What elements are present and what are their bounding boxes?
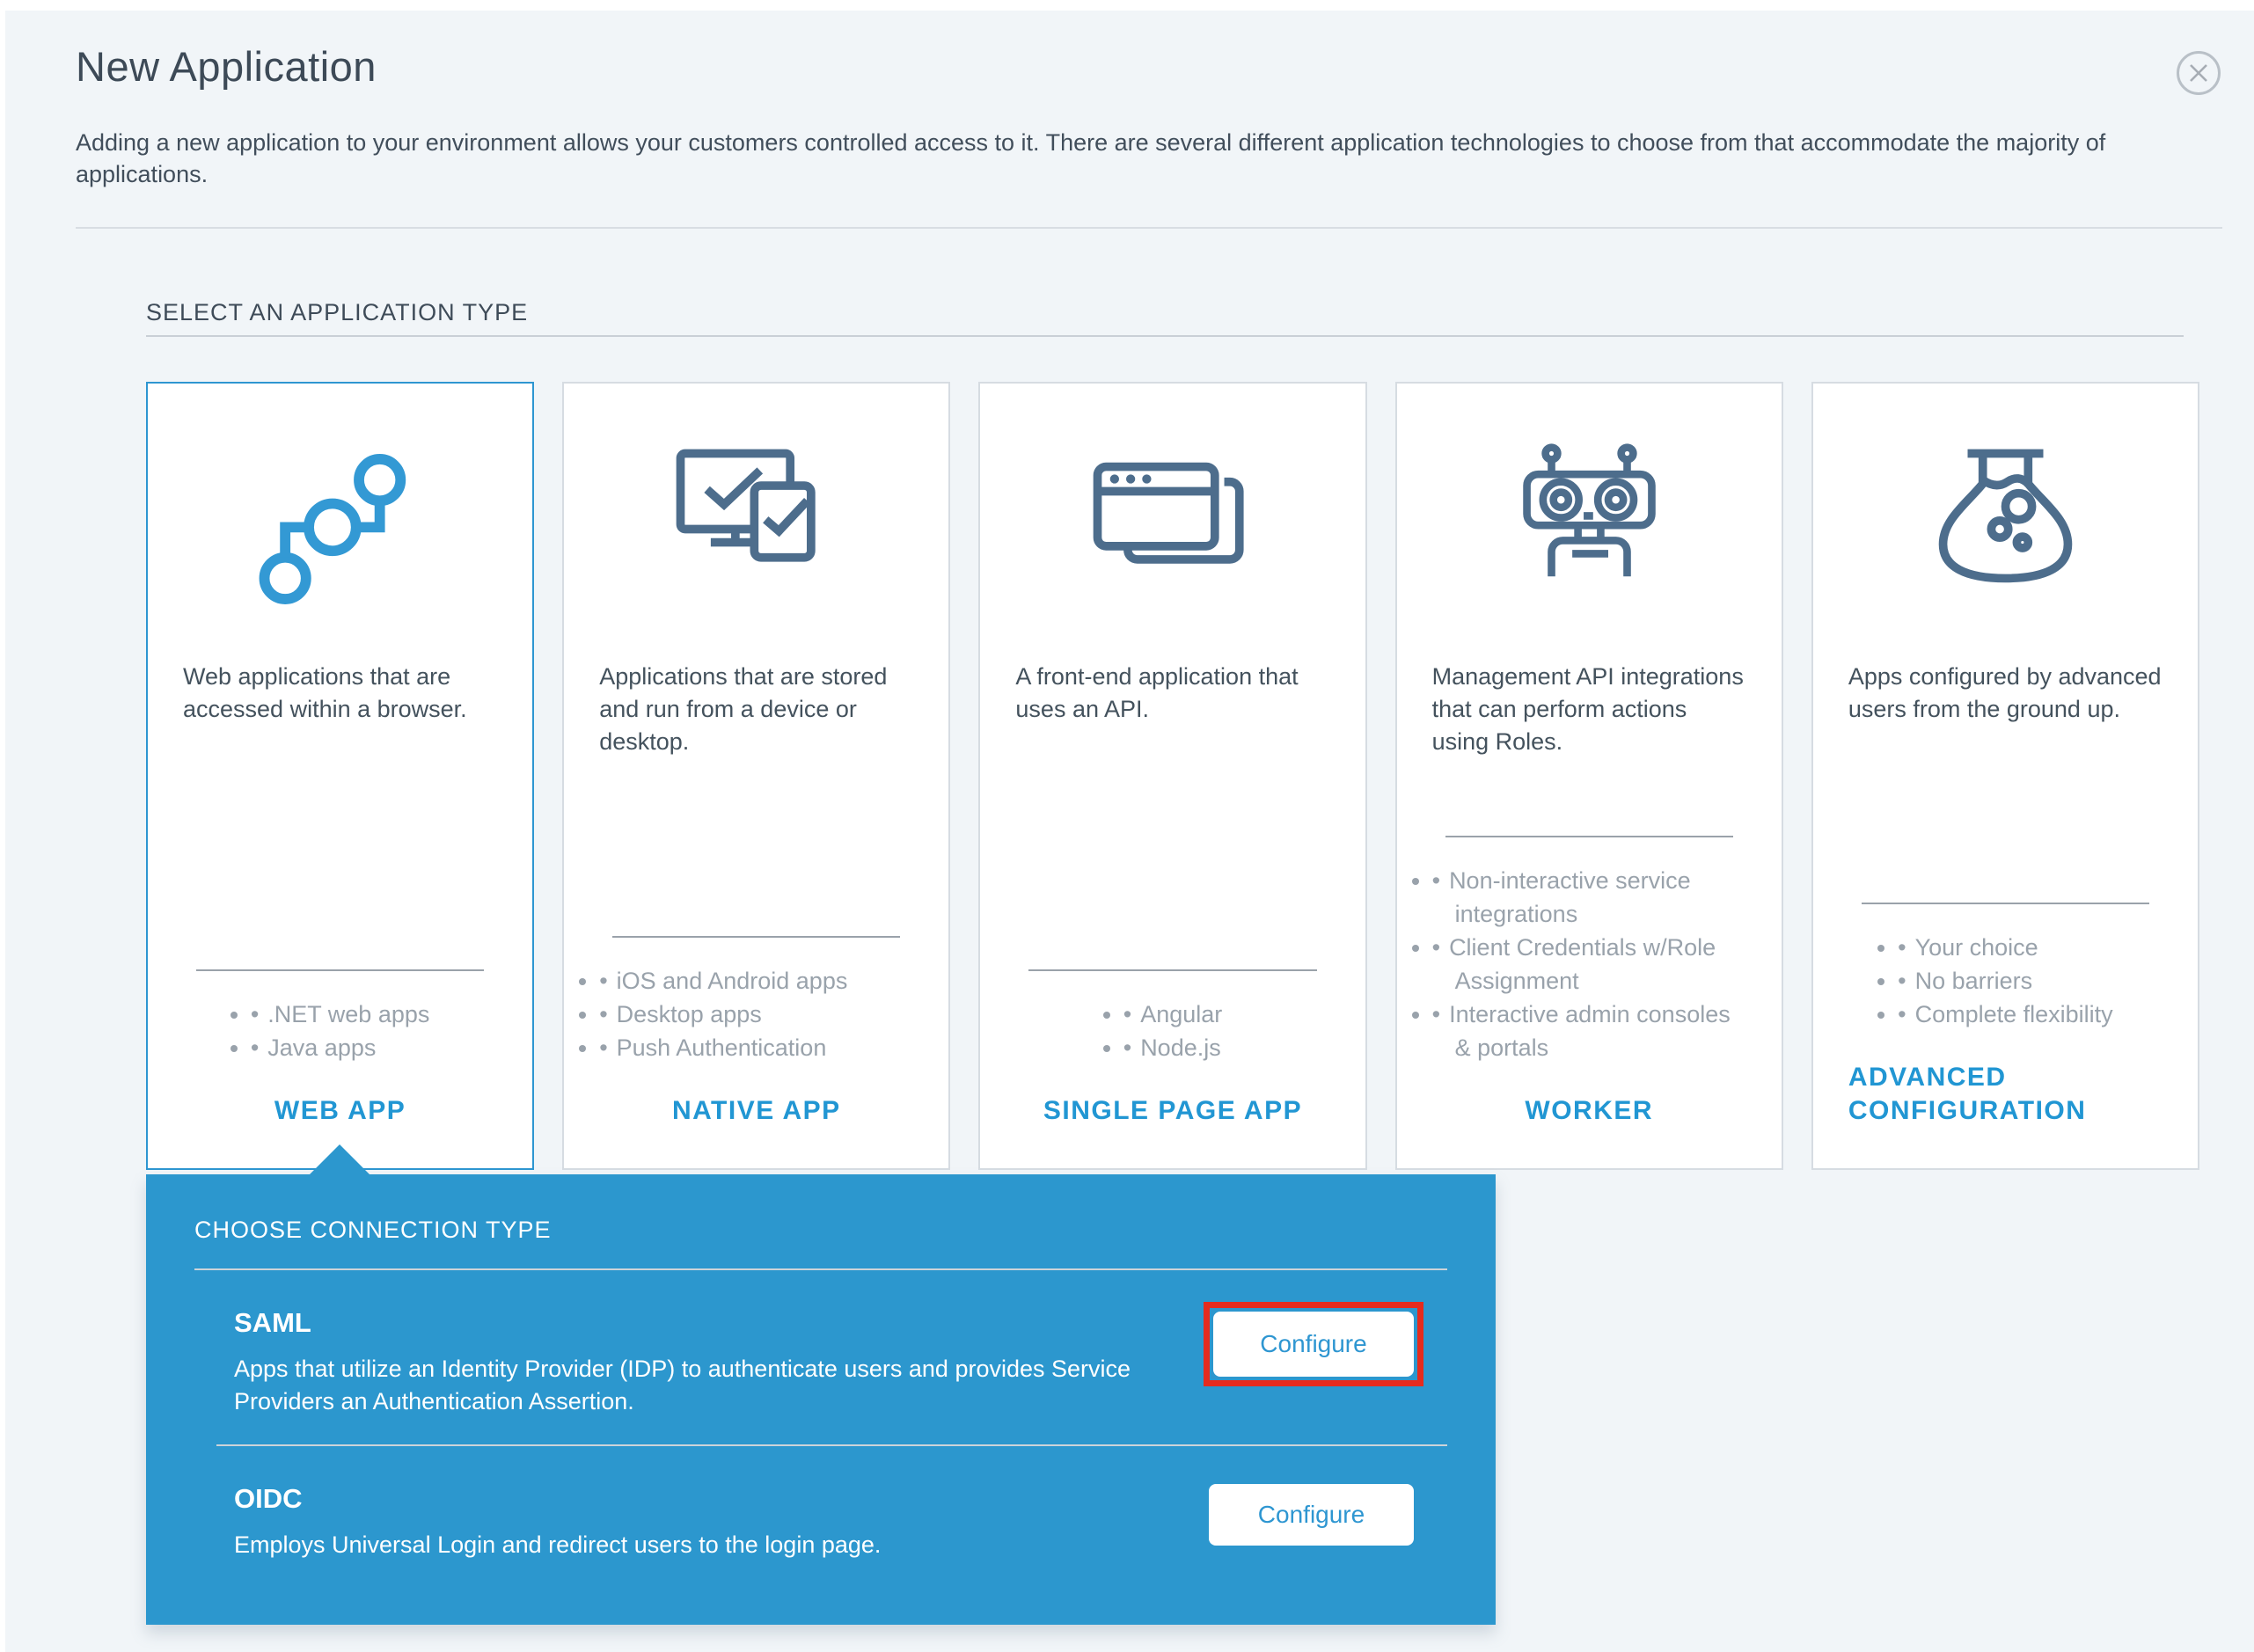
card-label-advanced-configuration: ADVANCED CONFIGURATION — [1848, 1063, 2087, 1125]
bullet-item: • • No barriers — [1898, 964, 2113, 998]
card-description: A front-end application that uses an API. — [1015, 663, 1299, 722]
connection-panel-label: CHOOSE CONNECTION TYPE — [194, 1217, 552, 1243]
oidc-configure-button[interactable]: Configure — [1209, 1484, 1414, 1546]
page-title: New Application — [76, 43, 377, 90]
card-single-page-app[interactable] — [978, 382, 1366, 1170]
card-label-single-page-app: SINGLE PAGE APP — [1043, 1096, 1303, 1125]
section-label: SELECT AN APPLICATION TYPE — [146, 299, 529, 325]
card-divider — [196, 969, 484, 971]
card-divider — [1862, 903, 2149, 904]
bullet-item: • • Complete flexibility — [1898, 998, 2113, 1031]
card-bullets — [1848, 931, 2163, 1031]
bullet-item: • • Angular — [1123, 998, 1223, 1031]
application-type-cards — [146, 382, 2199, 1170]
card-bullets — [183, 998, 497, 1064]
panel-divider — [216, 1444, 1447, 1446]
card-label-worker: WORKER — [1525, 1096, 1654, 1125]
saml-title: SAML — [234, 1307, 311, 1338]
bullet-item: • • Push Authentication — [599, 1031, 913, 1064]
close-button[interactable] — [2177, 51, 2221, 95]
header-divider — [76, 227, 2222, 229]
browser-windows-icon — [1015, 426, 1329, 632]
card-bullets — [599, 964, 913, 1064]
card-label-native-app: NATIVE APP — [671, 1096, 841, 1125]
devices-checkmark-icon — [599, 426, 913, 632]
card-label-web-app: WEB APP — [274, 1096, 406, 1125]
card-divider — [1028, 969, 1316, 971]
bullet-item: • • Interactive admin consoles & portals — [1432, 998, 1746, 1064]
card-description: Management API integrations that can perform actions using Roles. — [1431, 663, 1744, 755]
bullet-item: • • Java apps — [251, 1031, 430, 1064]
bullet-item: • • Desktop apps — [599, 998, 913, 1031]
robot-icon — [1432, 426, 1746, 632]
saml-configure-button[interactable]: Configure — [1213, 1312, 1414, 1377]
highlight-annotation-box — [1204, 1302, 1423, 1386]
panel-divider — [194, 1268, 1447, 1270]
bullet-item: • • Client Credentials w/Role Assignment — [1432, 931, 1746, 998]
flask-icon — [1848, 426, 2163, 632]
panel-caret — [308, 1144, 371, 1176]
card-native-app[interactable] — [562, 382, 950, 1170]
card-worker[interactable] — [1395, 382, 1783, 1170]
connected-nodes-icon — [183, 426, 497, 632]
bullet-item: • • .NET web apps — [251, 998, 430, 1031]
card-description: Applications that are stored and run from a device or desktop. — [599, 663, 888, 755]
card-bullets — [1432, 864, 1746, 1064]
card-divider — [612, 936, 900, 938]
oidc-title: OIDC — [234, 1483, 303, 1514]
bullet-item: • • Your choice — [1898, 931, 2113, 964]
modal-background — [5, 11, 2254, 1652]
bullet-item: • • Node.js — [1123, 1031, 1223, 1064]
section-divider — [146, 335, 2184, 337]
card-advanced-configuration[interactable] — [1811, 382, 2199, 1170]
card-web-app[interactable] — [146, 382, 534, 1170]
connection-type-panel — [146, 1174, 1496, 1625]
bullet-item: • • iOS and Android apps — [599, 964, 913, 998]
saml-description: Apps that utilize an Identity Provider (IDP) to authenticate users and provides Service Providers an Authentication Assertion. — [234, 1356, 1131, 1414]
bullet-item: • • Non-interactive service integrations — [1432, 864, 1746, 931]
card-description: Web applications that are accessed within a browser. — [183, 663, 467, 722]
card-description: Apps configured by advanced users from the ground up. — [1848, 663, 2162, 722]
modal-description: Adding a new application to your environment allows your customers controlled access to it. There are several different application technologies to choose from that accommodate the majority of applications. — [76, 129, 2106, 187]
card-divider — [1445, 836, 1733, 837]
card-bullets — [1015, 998, 1329, 1064]
oidc-description: Employs Universal Login and redirect users to the login page. — [234, 1531, 882, 1558]
